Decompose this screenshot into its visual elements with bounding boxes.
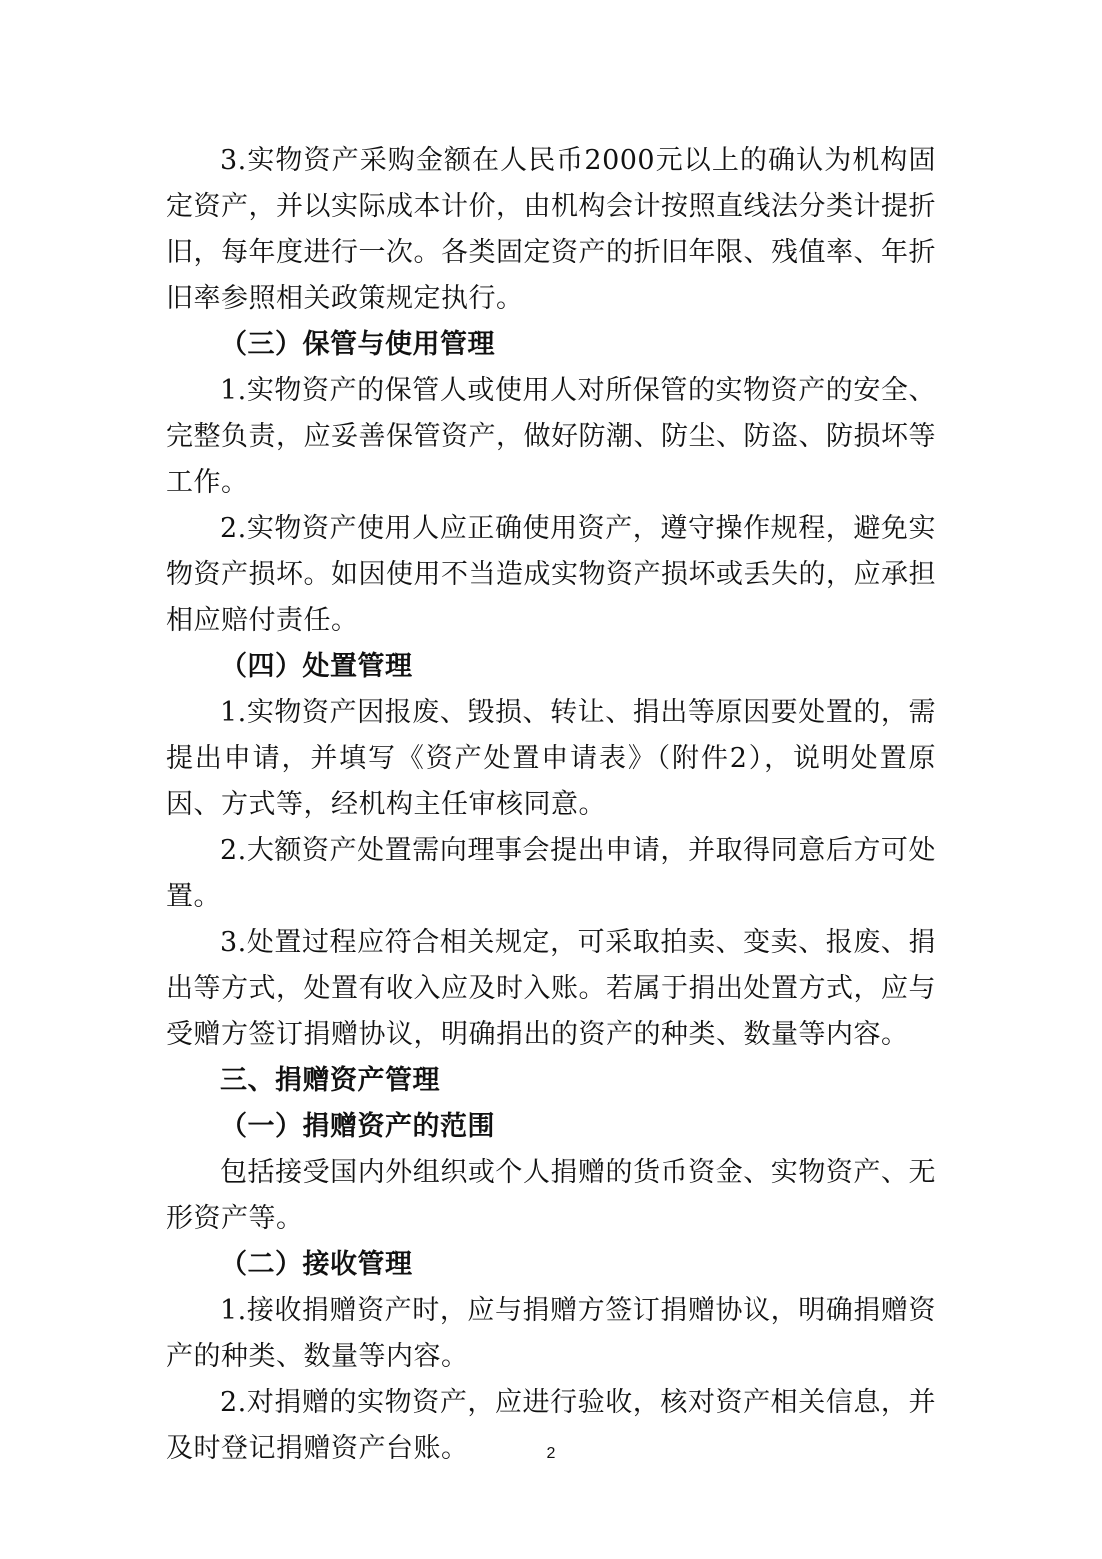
- paragraph-donation-scope: 包括接受国内外组织或个人捐赠的货币资金、实物资产、无形资产等。: [166, 1157, 936, 1234]
- heading-custody-and-use: （三）保管与使用管理: [220, 329, 495, 360]
- heading-receipt-management: （二）接收管理: [220, 1249, 413, 1280]
- paragraph-disposal-application: 1.实物资产因报废、毁损、转让、捐出等原因要处置的，需提出申请，并填写《资产处置申请表》（附件2），说明处置原因、方式等，经机构主任审核同意。: [166, 697, 936, 820]
- paragraph-proper-use: 2.实物资产使用人应正确使用资产，遵守操作规程，避免实物资产损坏。如因使用不当造成实物资产损坏或丢失的，应承担相应赔付责任。: [166, 513, 936, 636]
- section-heading-donated-assets: 三、捐赠资产管理: [220, 1065, 440, 1096]
- page-number: 2: [546, 1445, 556, 1462]
- paragraph-donation-agreement: 1.接收捐赠资产时，应与捐赠方签订捐赠协议，明确捐赠资产的种类、数量等内容。: [166, 1295, 936, 1372]
- paragraph-large-asset-disposal: 2.大额资产处置需向理事会提出申请，并取得同意后方可处置。: [166, 835, 936, 912]
- paragraph-fixed-asset-depreciation: 3.实物资产采购金额在人民币2000元以上的确认为机构固定资产，并以实际成本计价，由机构会计按照直线法分类计提折旧，每年度进行一次。各类固定资产的折旧年限、残值率、年折旧率参照相关政策规定执行。: [166, 145, 936, 314]
- paragraph-donation-acceptance: 2.对捐赠的实物资产，应进行验收，核对资产相关信息，并及时登记捐赠资产台账。: [166, 1387, 936, 1464]
- heading-donation-scope: （一）捐赠资产的范围: [220, 1111, 495, 1142]
- paragraph-disposal-process: 3.处置过程应符合相关规定，可采取拍卖、变卖、报废、捐出等方式，处置有收入应及时入账。若属于捐出处置方式，应与受赠方签订捐赠协议，明确捐出的资产的种类、数量等内容。: [166, 927, 936, 1050]
- paragraph-custody-responsibility: 1.实物资产的保管人或使用人对所保管的实物资产的安全、完整负责，应妥善保管资产，做好防潮、防尘、防盗、防损坏等工作。: [166, 375, 936, 498]
- document-page: [166, 138, 936, 1472]
- heading-disposal-management: （四）处置管理: [220, 651, 413, 682]
